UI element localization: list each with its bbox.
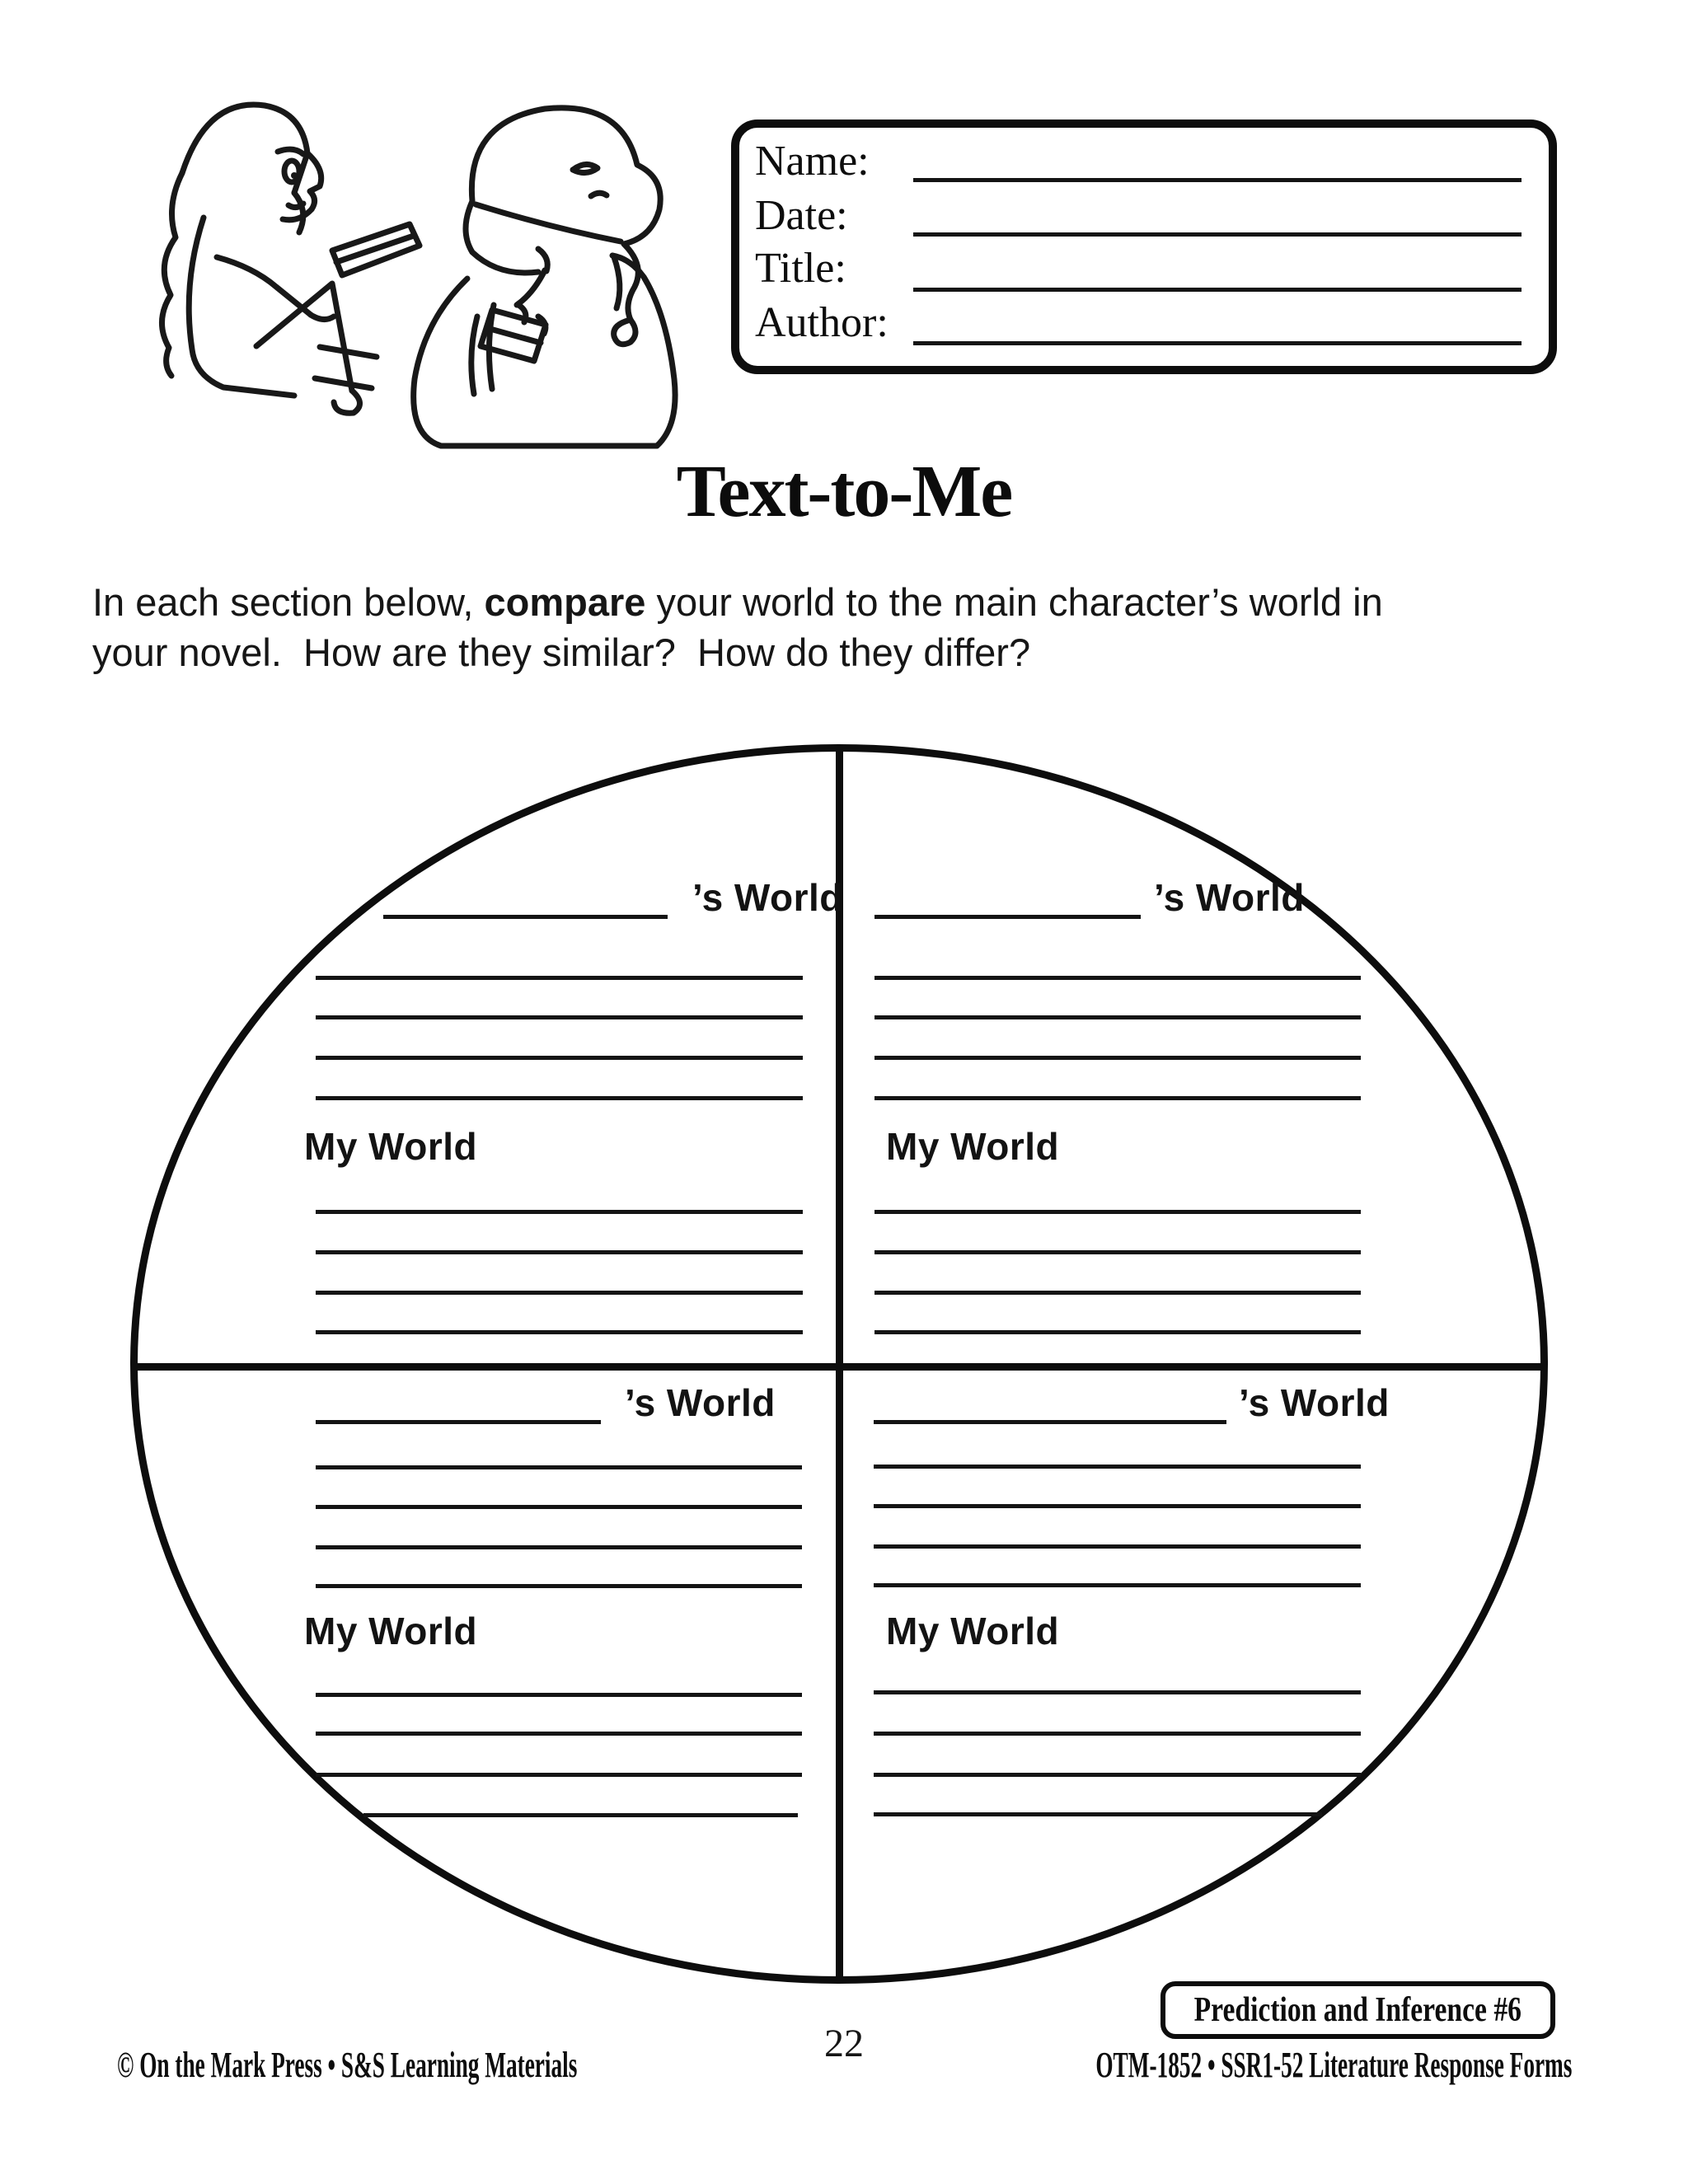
writing-line — [316, 1096, 803, 1100]
writing-line — [363, 1813, 798, 1817]
name-field-label: Name: — [755, 138, 870, 185]
quadrant4-my-world-label: My World — [886, 1610, 1060, 1652]
writing-line — [316, 1056, 803, 1060]
instructions-text — [92, 577, 1642, 677]
writing-line — [874, 1056, 1361, 1060]
quadrant2-character-world-label: ’s World — [1154, 876, 1305, 919]
page-number: 22 — [824, 2022, 864, 2065]
writing-line — [316, 1584, 802, 1588]
horizontal-divider-line — [132, 1363, 1547, 1371]
writing-line — [874, 1096, 1361, 1100]
writing-line — [316, 1015, 803, 1019]
writing-line — [874, 1291, 1361, 1295]
writing-line — [874, 1210, 1361, 1214]
quadrant3-character-world-label: ’s World — [625, 1381, 776, 1424]
instructions-line2: your novel. How are they similar? How do they differ? — [92, 630, 1031, 674]
quadrant2-character-name-line — [874, 915, 1141, 919]
writing-line — [316, 1505, 802, 1509]
writing-line — [874, 1465, 1361, 1469]
writing-line — [874, 1544, 1361, 1549]
product-id-text: OTM-1852 • SSR1-52 Literature Response Forms — [1095, 2045, 1572, 2085]
copyright-text: © On the Mark Press • S&S Learning Materials — [117, 2045, 578, 2085]
writing-line — [874, 1690, 1361, 1694]
page-title: Text-to-Me — [676, 451, 1012, 532]
date-field-label: Date: — [755, 192, 848, 239]
writing-line — [316, 1465, 802, 1469]
date-blank-line — [913, 232, 1522, 237]
instructions-part2: your world to the main character’s world in — [645, 580, 1383, 624]
writing-line — [316, 1773, 802, 1777]
children-reading-illustration — [87, 73, 692, 468]
writing-line — [874, 1504, 1361, 1508]
quadrant1-character-name-line — [383, 915, 668, 919]
author-blank-line — [913, 341, 1522, 345]
quadrant4-character-world-label: ’s World — [1239, 1381, 1390, 1424]
writing-line — [874, 1330, 1361, 1334]
writing-line — [316, 1250, 803, 1254]
writing-line — [874, 1773, 1361, 1777]
quadrant4-character-name-line — [874, 1420, 1226, 1424]
writing-line — [316, 1545, 802, 1549]
writing-line — [874, 1250, 1361, 1254]
title-field-label: Title: — [755, 245, 846, 292]
title-blank-line — [913, 288, 1522, 292]
writing-line — [874, 1812, 1322, 1816]
writing-line — [316, 1732, 802, 1736]
instructions-bold-word: compare — [484, 580, 646, 624]
writing-line — [874, 1583, 1361, 1587]
writing-line — [874, 1015, 1361, 1019]
writing-line — [316, 1693, 802, 1697]
author-field-label: Author: — [755, 299, 889, 346]
writing-line — [316, 1291, 803, 1295]
quadrant3-character-name-line — [316, 1420, 601, 1424]
writing-line — [874, 976, 1361, 980]
writing-line — [316, 1330, 803, 1334]
instructions-part1: In each section below, — [92, 580, 485, 624]
activity-badge-label: Prediction and Inference #6 — [1193, 1991, 1522, 2029]
quadrant2-my-world-label: My World — [886, 1125, 1060, 1168]
writing-line — [874, 1732, 1361, 1736]
quadrant3-my-world-label: My World — [304, 1610, 478, 1652]
quadrant1-my-world-label: My World — [304, 1125, 478, 1168]
writing-line — [316, 976, 803, 980]
student-info-box — [731, 120, 1557, 374]
writing-line — [316, 1210, 803, 1214]
name-blank-line — [913, 178, 1522, 182]
quadrant1-character-world-label: ’s World — [692, 876, 843, 919]
